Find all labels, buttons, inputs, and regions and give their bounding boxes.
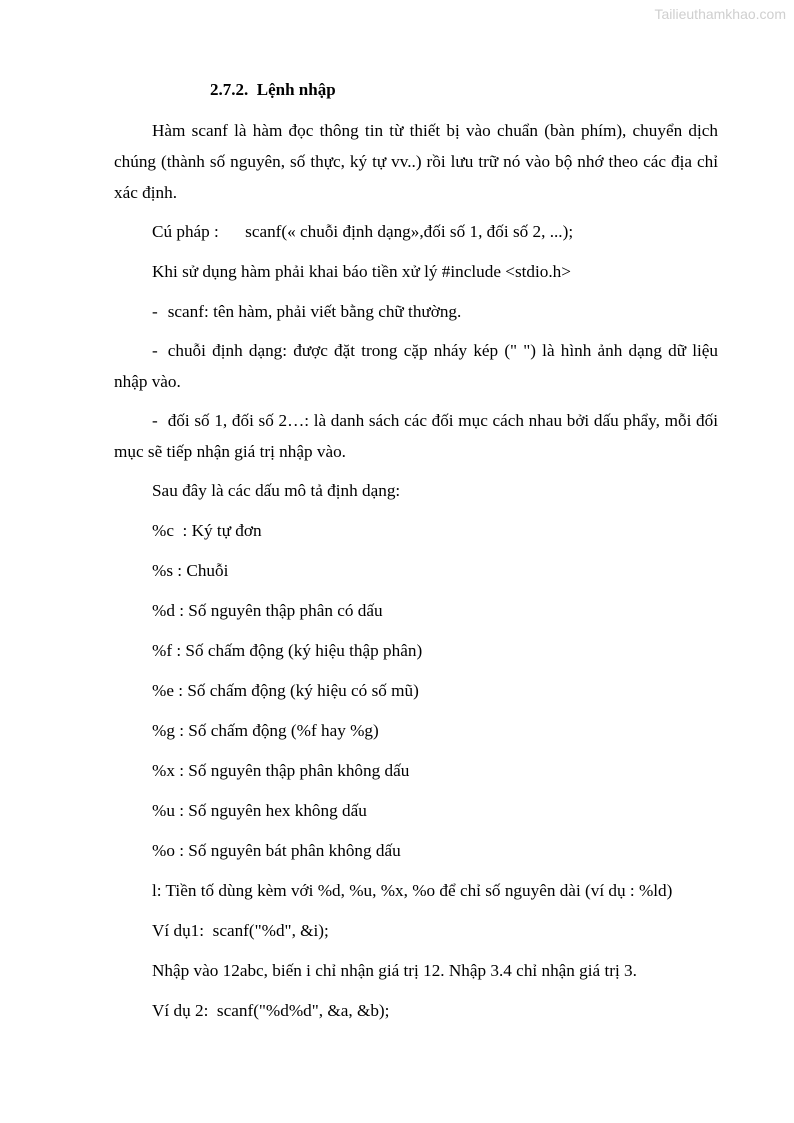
example-1-note: Nhập vào 12abc, biến i chỉ nhận giá trị 12. Nhập 3.4 chỉ nhận giá trị 3. bbox=[152, 961, 637, 980]
note-item: - đối số 1, đối số 2…: là danh sách các đối mục cách nhau bởi dấu phẩy, mỗi đối mục sẽ tiếp nhận giá trị nhập vào. bbox=[114, 411, 718, 461]
syntax-call: scanf(« chuỗi định dạng»,đối số 1, đối số 2, ...); bbox=[245, 222, 574, 241]
note-item: - scanf: tên hàm, phải viết bằng chữ thường. bbox=[152, 302, 462, 321]
specifier-item: %o : Số nguyên bát phân không dấu bbox=[152, 841, 401, 860]
document-page bbox=[114, 74, 718, 1035]
specifier-item: %c : Ký tự đơn bbox=[152, 521, 262, 540]
specifier-item: %f : Số chấm động (ký hiệu thập phân) bbox=[152, 641, 423, 660]
specifier-item: %u : Số nguyên hex không dấu bbox=[152, 801, 367, 820]
declare-note: Khi sử dụng hàm phải khai báo tiền xử lý #include <stdio.h> bbox=[152, 262, 571, 281]
specifier-item: %g : Số chấm động (%f hay %g) bbox=[152, 721, 379, 740]
prefix-note: l: Tiền tố dùng kèm với %d, %u, %x, %o để chỉ số nguyên dài (ví dụ : %ld) bbox=[152, 881, 673, 900]
section-number: 2.7.2. bbox=[210, 80, 249, 99]
example-2: Ví dụ 2: scanf("%d%d", &a, &b); bbox=[152, 1001, 390, 1020]
syntax-label: Cú pháp : bbox=[152, 222, 219, 241]
specifier-item: %e : Số chấm động (ký hiệu có số mũ) bbox=[152, 681, 419, 700]
section-title: Lệnh nhập bbox=[256, 80, 336, 99]
specifiers-intro: Sau đây là các dấu mô tả định dạng: bbox=[152, 481, 401, 500]
syntax-line bbox=[152, 216, 718, 247]
specifier-item: %s : Chuỗi bbox=[152, 561, 229, 580]
watermark: Tailieuthamkhao.com bbox=[654, 6, 786, 22]
example-1: Ví dụ1: scanf("%d", &i); bbox=[152, 921, 329, 940]
note-item: - chuỗi định dạng: được đặt trong cặp nháy kép (" ") là hình ảnh dạng dữ liệu nhập vào. bbox=[114, 341, 718, 391]
specifier-item: %d : Số nguyên thập phân có dấu bbox=[152, 601, 383, 620]
section-heading bbox=[210, 74, 718, 105]
intro-paragraph: Hàm scanf là hàm đọc thông tin từ thiết bị vào chuẩn (bàn phím), chuyển dịch chúng (thành số nguyên, số thực, ký tự vv..) rồi lưu trữ nó vào bộ nhớ theo các địa chỉ xác định. bbox=[114, 121, 718, 202]
specifier-item: %x : Số nguyên thập phân không dấu bbox=[152, 761, 410, 780]
